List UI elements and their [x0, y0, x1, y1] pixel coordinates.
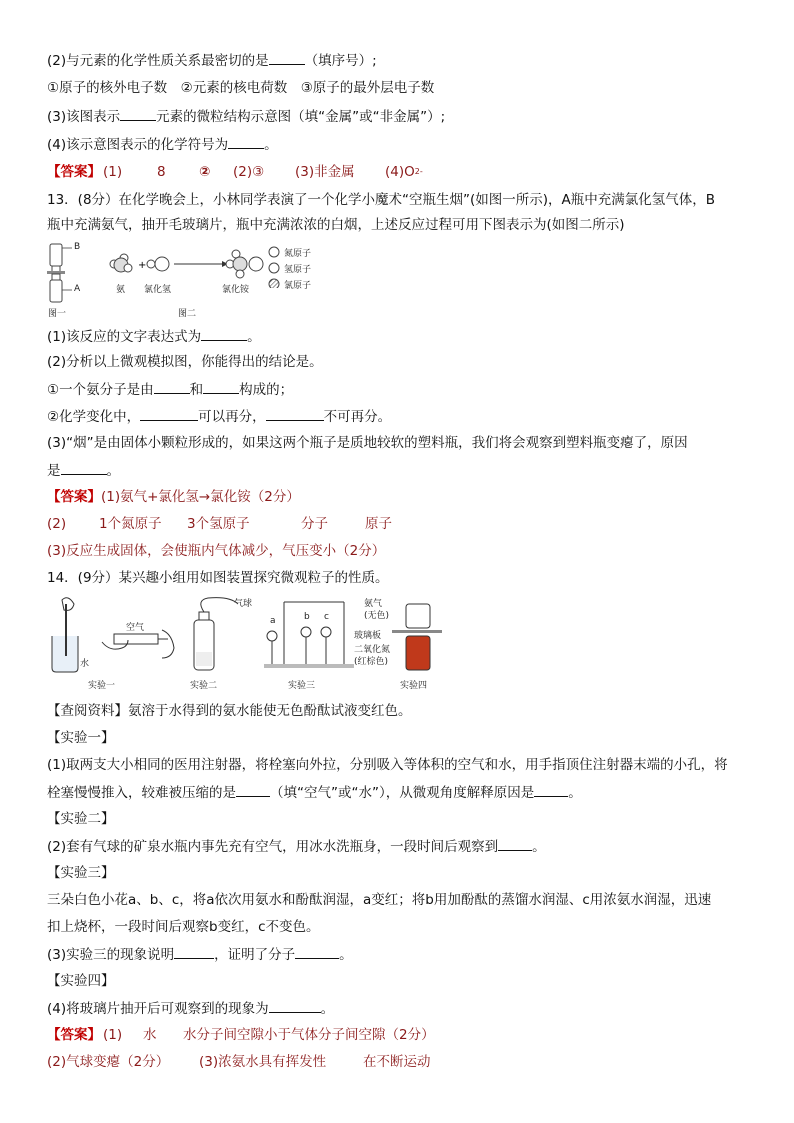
answer-blank[interactable] — [269, 998, 321, 1013]
q13-figure-2 — [104, 244, 344, 320]
q13-part2-2: ②化学变化中， 可以再分， 不可再分。 — [47, 406, 391, 427]
figure-1-caption: 图一 — [48, 309, 67, 319]
q14-exp4: (4)将玻璃片抽开后可观察到的现象为 。 — [47, 998, 334, 1019]
answer-blank[interactable] — [61, 460, 107, 475]
legend-nitrogen: 氮原子 — [284, 249, 312, 259]
q13-stem-1: 13．(8分）在化学晚会上，小林同学表演了一个化学小魔术“空瓶生烟”(如图一所示)，A瓶中充满氯化氢气体，B — [47, 192, 716, 208]
exp2-caption: 实验二 — [190, 681, 218, 691]
svg-text:+: + — [138, 260, 147, 271]
exp4-nh3-label: 氨气 — [364, 599, 383, 609]
exp3-caption: 实验三 — [288, 681, 316, 691]
answer-blank[interactable] — [236, 782, 270, 797]
q12-part2: (2)与元素的化学性质关系最密切的是 （填序号）; — [47, 50, 377, 71]
answer-blank[interactable] — [120, 106, 156, 121]
q12-answer: 【答案】 (1) 8 ② (2)③ (3)非金属 $(4)O^{2-}$ — [47, 164, 423, 180]
q14-answer-1: 【答案】 (1) 水 水分子间空隙小于气体分子间空隙（2分） — [47, 1027, 435, 1043]
answer-blank[interactable] — [140, 406, 198, 421]
q12-part3: (3)该图表示 元素的微粒结构示意图（填“金属”或“非金属”）; — [47, 106, 445, 127]
q14-exp3-line3: (3)实验三的现象说明 ，证明了分子 。 — [47, 944, 353, 965]
answer-blank[interactable] — [154, 379, 190, 394]
q14-experiment-figures — [44, 594, 444, 694]
flower-b-label: b — [304, 612, 310, 622]
q14-heading-exp3: 【实验三】 — [47, 865, 115, 881]
bottle-a-label: A — [74, 284, 81, 294]
q13-answer-3: (3)反应生成固体，会使瓶内气体减少，气压变小（2分） — [47, 543, 386, 559]
exp4-glass-label: 玻璃板 — [354, 631, 382, 641]
answer-blank[interactable] — [203, 379, 239, 394]
q14-heading-exp1: 【实验一】 — [47, 730, 115, 746]
q13-stem-2: 瓶中充满氨气，抽开毛玻璃片，瓶中充满浓浓的白烟，上述反应过程可用下图表示为(如图二所示) — [47, 217, 625, 233]
q14-exp2: (2)套有气球的矿泉水瓶内事先充有空气，用冰水洗瓶身，一段时间后观察到 。 — [47, 836, 546, 857]
q14-exp3-line1: 三朵白色小花a、b、c，将a依次用氨水和酚酞润湿，a变红；将b用加酚酞的蒸馏水润湿、c用浓氨水润湿，迅速 — [47, 892, 712, 908]
exp1-water-label: 水 — [80, 659, 90, 669]
exp2-balloon-label: 气球 — [234, 599, 253, 609]
answer-blank[interactable] — [269, 50, 305, 65]
q13-part3-line1: (3)“烟”是由固体小颗粒形成的，如果这两个瓶子是质地较软的塑料瓶，我们将会观察到塑料瓶变瘪了，原因 — [47, 435, 688, 451]
q13-answer-2: (2) 1个氮原子 3个氢原子 分子 原子 — [47, 516, 392, 532]
q12-options: ①原子的核外电子数 ②元素的核电荷数 ③原子的最外层电子数 — [47, 80, 435, 96]
legend-hydrogen: 氢原子 — [284, 265, 312, 275]
q14-answer-2: (2)气球变瘪（2分） (3)浓氨水具有挥发性 在不断运动 — [47, 1054, 431, 1070]
q14-info: 【查阅资料】氨溶于水得到的氨水能使无色酚酞试液变红色。 — [47, 703, 412, 719]
q14-exp1-line2: 栓塞慢慢推入，较难被压缩的是 （填“空气”或“水”），从微观角度解释原因是 。 — [47, 782, 582, 803]
exp4-reddish-label: (红棕色) — [354, 657, 389, 667]
q13-part2-1: ①一个氨分子是由 和 构成的； — [47, 379, 293, 400]
answer-blank[interactable] — [174, 944, 214, 959]
hcl-label: 氯化氢 — [144, 285, 172, 295]
q14-exp1-line1: (1)取两支大小相同的医用注射器，将栓塞向外拉，分别吸入等体积的空气和水，用手指顶住注射器末端的小孔，将 — [47, 757, 728, 773]
bottle-b-label: B — [74, 242, 81, 252]
q12-part4: (4)该示意图表示的化学符号为 。 — [47, 134, 278, 155]
answer-blank[interactable] — [201, 326, 247, 341]
q13-figure-1 — [44, 240, 94, 320]
nh4cl-label: 氯化铵 — [222, 285, 250, 295]
q13-answer-1: 【答案】(1)氨气+氯化氢→氯化铵（2分） — [47, 489, 300, 505]
exp1-air-label: 空气 — [126, 623, 145, 633]
legend-chlorine: 氯原子 — [284, 281, 312, 291]
answer-blank[interactable] — [534, 782, 568, 797]
q13-part3-line2: 是 。 — [47, 460, 120, 481]
figure-2-caption: 图二 — [178, 309, 197, 319]
q14-stem: 14．(9分）某兴趣小组用如图装置探究微观粒子的性质。 — [47, 570, 389, 586]
ammonia-label: 氨 — [116, 285, 126, 295]
q13-part1: (1)该反应的文字表达式为 。 — [47, 326, 261, 347]
answer-blank[interactable] — [228, 134, 264, 149]
q14-heading-exp4: 【实验四】 — [47, 973, 115, 989]
q14-exp3-line2: 扣上烧杯，一段时间后观察b变红，c不变色。 — [47, 919, 320, 935]
exp4-caption: 实验四 — [400, 681, 428, 691]
answer-blank[interactable] — [266, 406, 324, 421]
flower-c-label: c — [324, 612, 329, 622]
answer-blank[interactable] — [295, 944, 339, 959]
exp4-no2-label: 二氧化氮 — [354, 645, 391, 655]
q14-heading-exp2: 【实验二】 — [47, 811, 115, 827]
exp4-colorless-label: (无色) — [364, 611, 390, 621]
answer-blank[interactable] — [498, 836, 532, 851]
flower-a-label: a — [270, 616, 276, 626]
q13-part2: (2)分析以上微观模拟图，你能得出的结论是。 — [47, 354, 323, 370]
exp1-caption: 实验一 — [88, 681, 116, 691]
